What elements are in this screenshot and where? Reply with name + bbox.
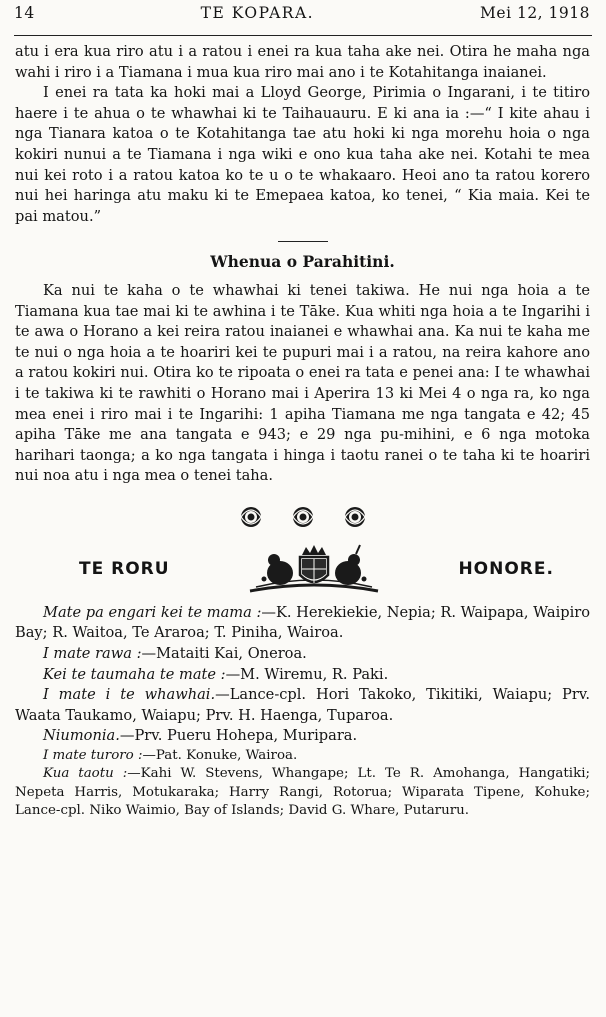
intro-paragraph-1: atu i era kua riro atu i a ratou i enei ra kua taha ake nei. Otira he maha nga wahi i riro i a Tiamana i mua kua riro mai ano i te Kotahitanga inaianei. (15, 43, 590, 81)
royal-coat-of-arms-icon (244, 543, 384, 595)
publication-title: TE KOPARA. (200, 4, 315, 22)
page-header (14, 4, 590, 30)
header-rule (14, 35, 592, 36)
rose-ornament-icon (238, 505, 264, 529)
section-divider (278, 241, 328, 242)
intro-paragraph-2: I enei ra tata ka hoki mai a Lloyd George, Pirimia o Ingarani, i te titiro haere i te ahua o te whawhai ki te Taihauauru. E ki ana ia :—“ I kite ahau i nga Tianara katoa o te Kotahitanga tae atu hoki ki nga morehu hoia o nga kokiri nunui a te Tiamana i nga wiki e ono kua taha ake nei. Kotahi te mea nui kei roto i a ratou katoa ko te u o te whakaaro. Heoi ano ta ratou korero nui hei haringa atu maku ki te Emepaea katoa, ko tenei, “ Kia maia. Kei te pai matou.” (15, 84, 590, 225)
entry-label: I mate i te whawhai. (43, 686, 216, 704)
rose-ornament-icon (290, 505, 316, 529)
roll-entry (15, 747, 590, 765)
rose-ornament-icon (342, 505, 368, 529)
page-number: 14 (14, 4, 35, 22)
entry-text: —Lance-cpl. Hori Takoko, Tikitiki, Waiapu; Prv. Waata Taukamo, Waiapu; Prv. H. Haenga, Tuparoa. (15, 686, 590, 724)
entry-label: I mate turoro : (43, 748, 143, 764)
entry-label: Kei te taumaha te mate : (43, 665, 226, 683)
roll-heading-right: HONORE. (458, 558, 554, 579)
roll-heading-left: TE RORU (79, 558, 170, 579)
entry-text: —K. Herekiekie, Nepia; R. Waipapa, Waipiro Bay; R. Waitoa, Te Araroa; T. Piniha, Wairoa. (15, 603, 591, 642)
ornament-row (15, 505, 590, 529)
section-heading: Whenua o Parahitini. (210, 252, 395, 272)
entry-label: Mate pa engari kei te mama : (43, 603, 262, 621)
roll-entry (15, 726, 590, 747)
roll-entry (15, 765, 590, 820)
roll-of-honour-heading (15, 543, 590, 595)
entry-text: —M. Wiremu, R. Paki. (225, 665, 389, 683)
roll-entry (15, 603, 590, 644)
entry-text: —Pat. Konuke, Wairoa. (142, 748, 298, 764)
roll-entry (15, 665, 590, 686)
entry-text: —Mataiti Kai, Oneroa. (141, 645, 307, 663)
roll-entry (15, 685, 590, 726)
issue-date: Mei 12, 1918 (480, 4, 590, 22)
entry-text: —Kahi W. Stevens, Whangape; Lt. Te R. Amohanga, Hangatiki; Nepeta Harris, Motukaraka; Harry Rangi, Rotorua; Wiparata Tipene, Kohuke; Lance-cpl. Niko Waimio, Bay of Islands; David G. Whare, Putaruru. (15, 766, 590, 819)
entry-label: Niumonia. (43, 727, 120, 745)
roll-entry (15, 644, 590, 665)
section-paragraph: Ka nui te kaha o te whawhai ki tenei takiwa. He nui nga hoia a te Tiamana kua tae mai ki te awhina i te Tāke. Kua whiti nga hoia a te Ingarihi i te awa o Horano a kei reira ratou inaianei e whawhai ana. Ka nui te kaha me te nui o nga hoia a te hoariri kei te pupuri mai i a ratou, na reira kahore ano a ratou kokiri nui. Otira ko te ripoata o enei ra tata e penei ana: I te whawhai i te takiwa ki te rawhiti o Horano mai i Aperira 13 ki Mei 4 o nga ra, ko nga mea enei i riro mai i te Ingarihi: 1 apiha Tiamana me nga tangata e 42; 45 apiha Tāke me ana tangata e 943; e 29 nga pu-mihini, e 6 nga motoka harihari taonga; a ko nga tangata i hinga i taotu ranei o te taha ki te hoariri nui noa atu i nga mea o tenei taha. (15, 281, 590, 485)
entry-label: I mate rawa : (43, 645, 142, 663)
entry-text: —Prv. Pueru Hohepa, Muripara. (119, 727, 358, 745)
article-body (15, 42, 590, 821)
entry-label: Kua taotu : (43, 766, 128, 782)
